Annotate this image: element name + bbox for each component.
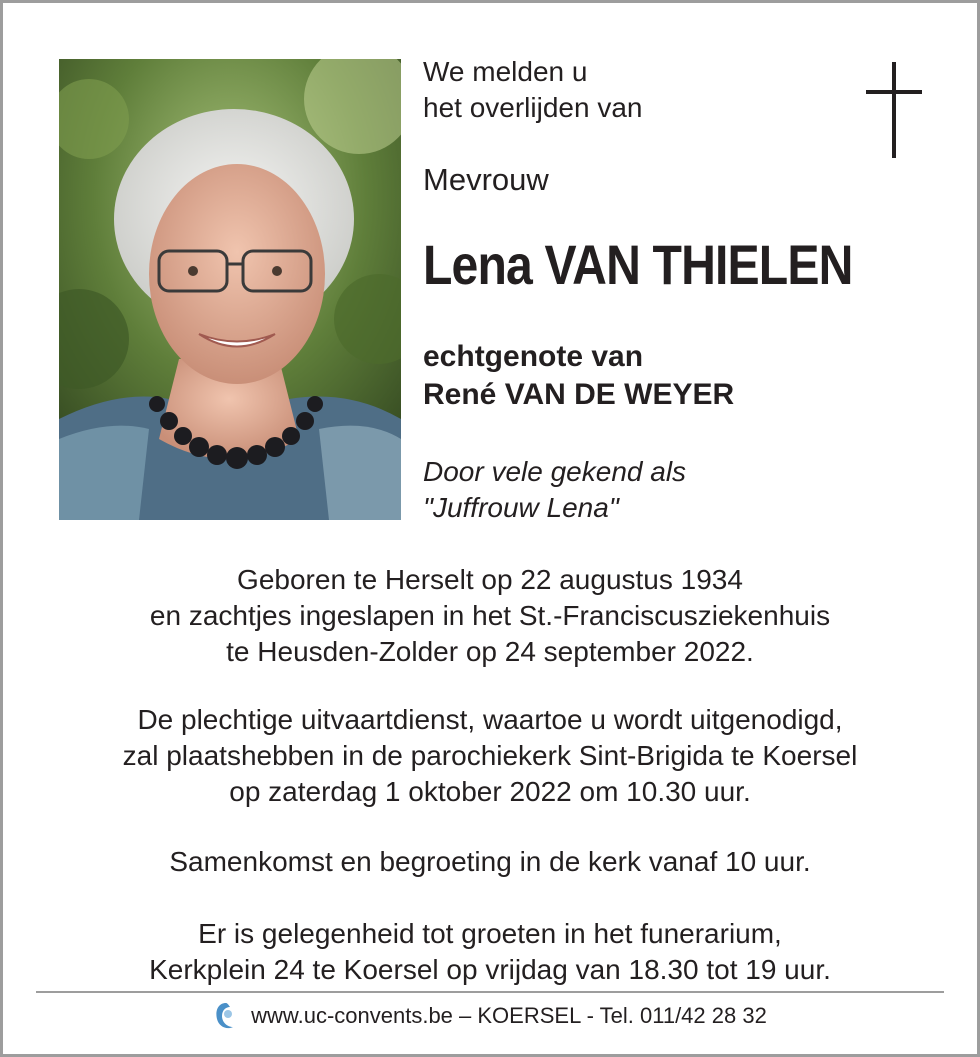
known-as-block [423, 454, 686, 526]
intro-line: het overlijden van [423, 92, 643, 123]
paragraph-line: De plechtige uitvaartdienst, waartoe u wordt uitgenodigd, [137, 704, 843, 735]
portrait-photo [59, 59, 401, 520]
title-prefix: Mevrouw [423, 162, 549, 197]
spouse-name: René VAN DE WEYER [423, 378, 735, 411]
visitation-paragraph [40, 916, 940, 988]
paragraph-line: Kerkplein 24 te Koersel op vrijdag van 18.30 tot 19 uur. [149, 954, 831, 985]
footer-contact[interactable]: www.uc-convents.be – KOERSEL - Tel. 011/42 28 32 [251, 1003, 767, 1028]
footer [0, 998, 980, 1034]
spouse-relation: echtgenote van [423, 340, 644, 373]
gathering-paragraph [40, 844, 940, 880]
paragraph-line: te Heusden-Zolder op 24 september 2022. [226, 636, 754, 667]
funeral-service-paragraph [40, 702, 940, 810]
paragraph-line: op zaterdag 1 oktober 2022 om 10.30 uur. [229, 776, 751, 807]
intro-line: We melden u [423, 56, 588, 87]
funeral-home-logo-icon [213, 1001, 239, 1031]
known-as-line: Door vele gekend als [423, 456, 687, 487]
paragraph-line: Geboren te Herselt op 22 augustus 1934 [237, 564, 743, 595]
footer-divider [36, 991, 944, 993]
paragraph-line: en zachtjes ingeslapen in het St.-Franciscusziekenhuis [149, 600, 831, 631]
deceased-name: Lena VAN THIELEN [423, 233, 853, 296]
nickname: "Juffrouw Lena" [423, 492, 619, 523]
cross-icon [866, 62, 922, 158]
paragraph-line: Er is gelegenheid tot groeten in het funerarium, [198, 918, 782, 949]
paragraph-line: zal plaatshebben in de parochiekerk Sint-Brigida te Koersel [122, 740, 858, 771]
spouse-block [423, 338, 734, 414]
intro-text [423, 54, 642, 126]
paragraph-line: Samenkomst en begroeting in de kerk vanaf 10 uur. [169, 846, 811, 877]
birth-death-paragraph [40, 562, 940, 670]
